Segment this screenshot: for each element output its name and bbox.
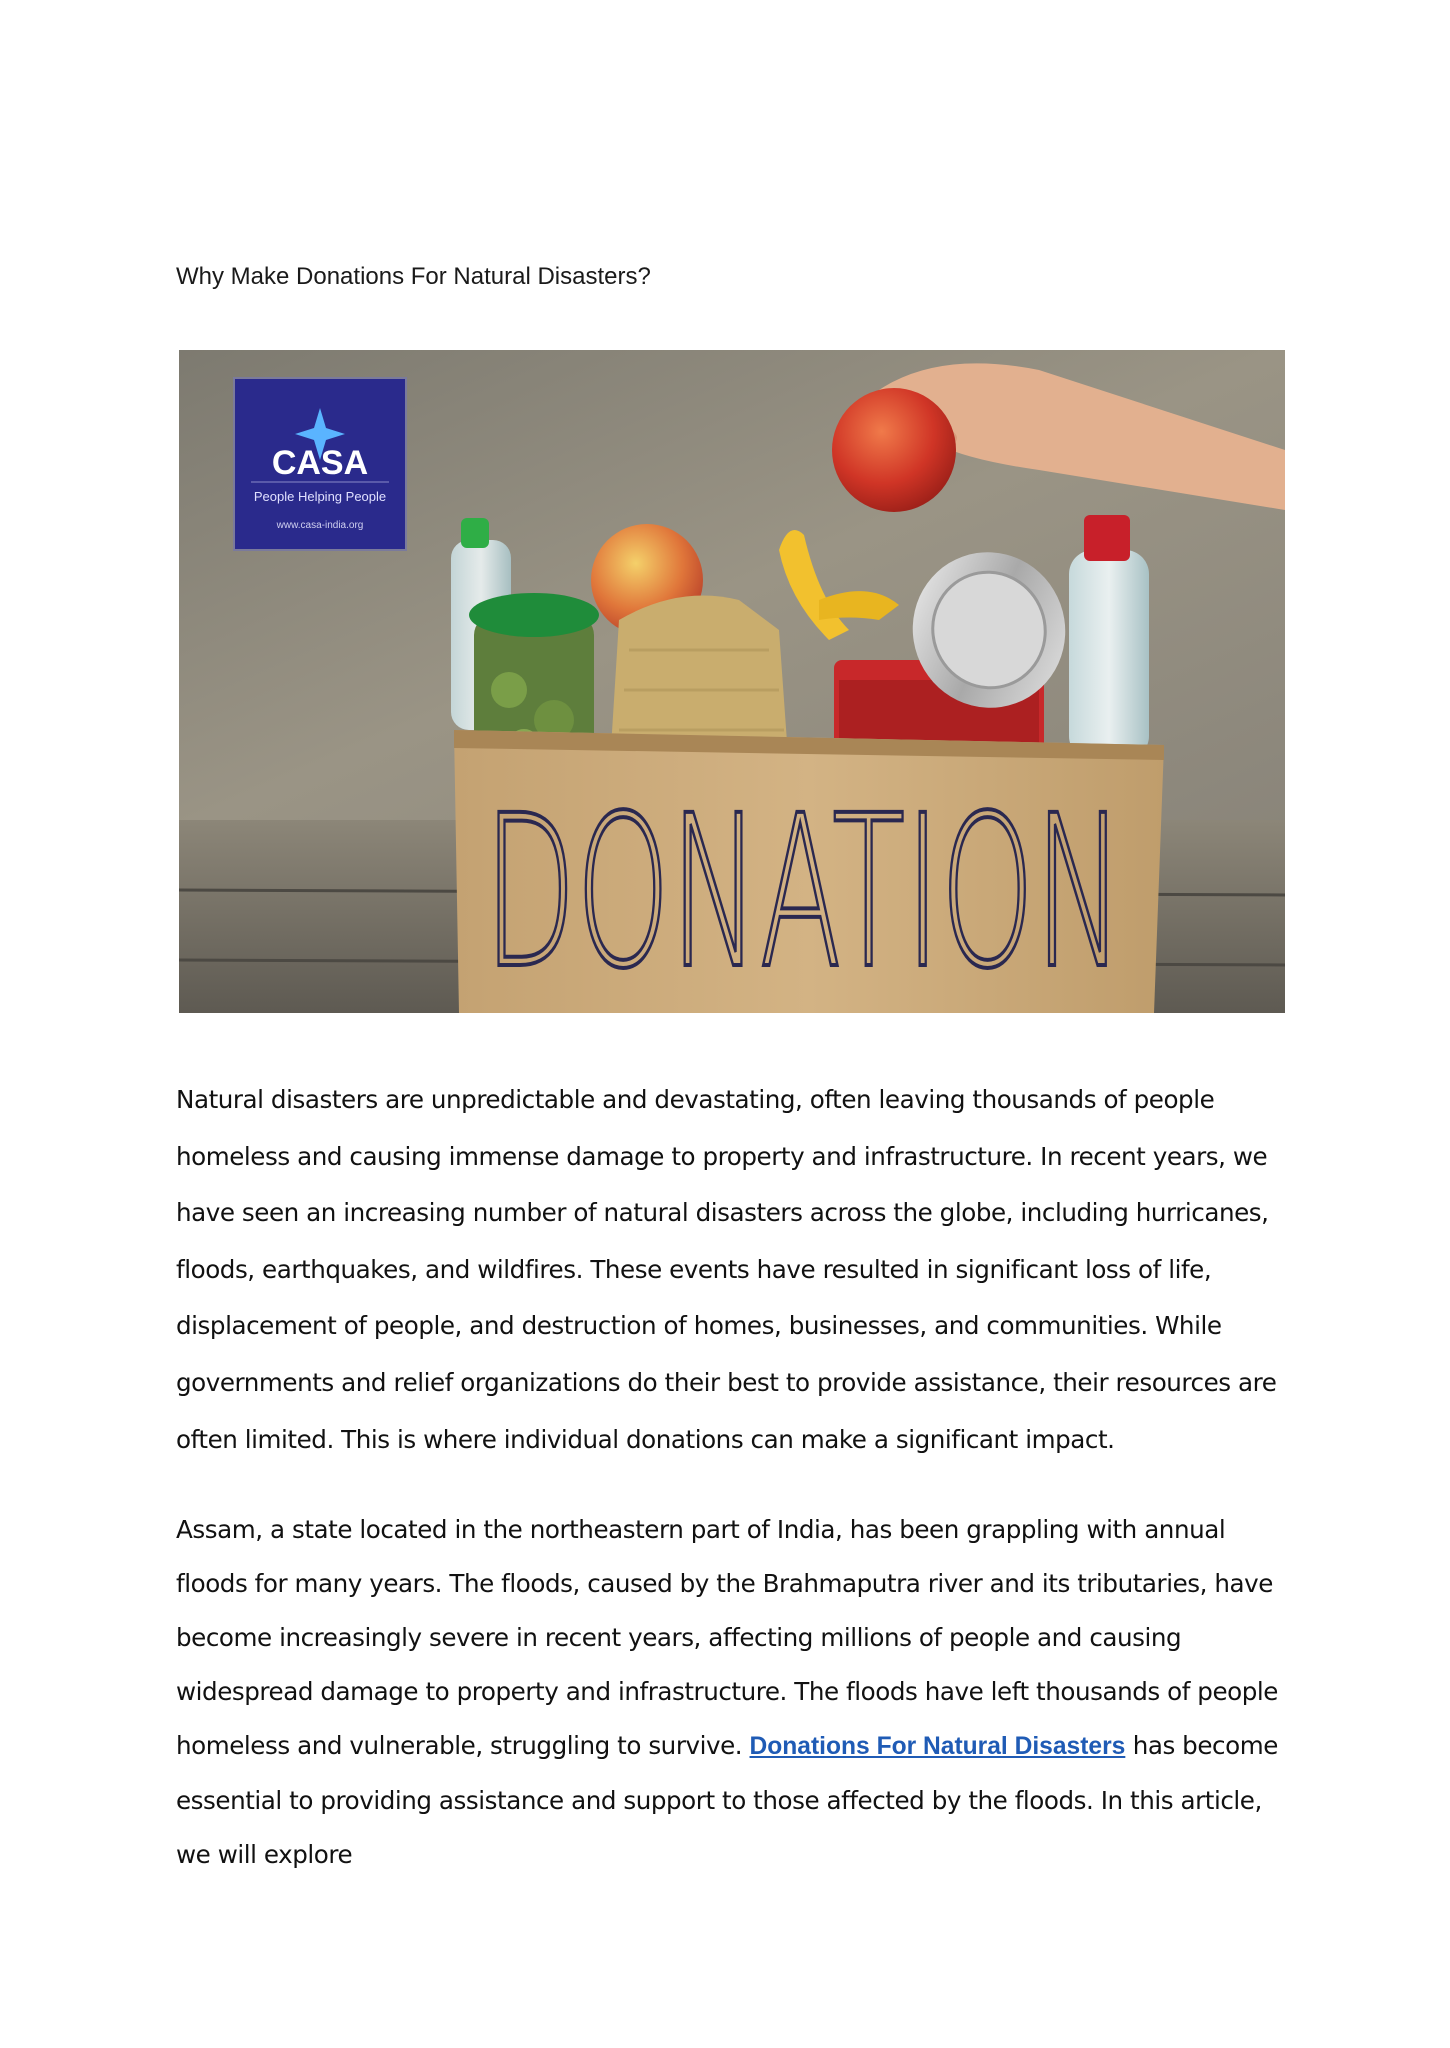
donation-hero-image (179, 350, 1285, 1013)
page-title: Why Make Donations For Natural Disasters? (176, 263, 651, 290)
donations-link[interactable]: Donations For Natural Disasters (749, 1733, 1126, 1760)
paragraph-2-text-before: Assam, a state located in the northeastern part of India, has been grappling with annual floods for many years. The floods, caused by the Brahmaputra river and its tributaries, have become increasingly severe in recent years, affecting millions of people and causing widespread damage to property and infrastructure. The floods have left thousands of people homeless and vulnerable, struggling to survive. (176, 1515, 1278, 1760)
casa-logo (234, 378, 406, 550)
logo-text: CASA (271, 444, 369, 482)
article-paragraph-1: Natural disasters are unpredictable and devastating, often leaving thousands of people homeless and causing immense damage to property and infrastructure. In recent years, we have seen an increasing number of natural disasters across the globe, including hurricanes, floods, earthquakes, and wildfires. These events have resulted in significant loss of life, displacement of people, and destruction of homes, businesses, and communities. While governments and relief organizations do their best to provide assistance, their resources are often limited. This is where individual donations can make a significant impact. (176, 1085, 1277, 1454)
logo-url: www.casa-india.org (276, 520, 364, 531)
logo-tagline: People Helping People (253, 489, 387, 504)
paragraph-2-text-after: has become essential to providing assistance and support to those affected by the floods. In this article, we will explore (176, 1731, 1278, 1869)
article-paragraph-2 (176, 1503, 1286, 1882)
apple (832, 388, 956, 512)
box-text: DONATION (484, 770, 1124, 1013)
donation-box (454, 730, 1164, 1013)
